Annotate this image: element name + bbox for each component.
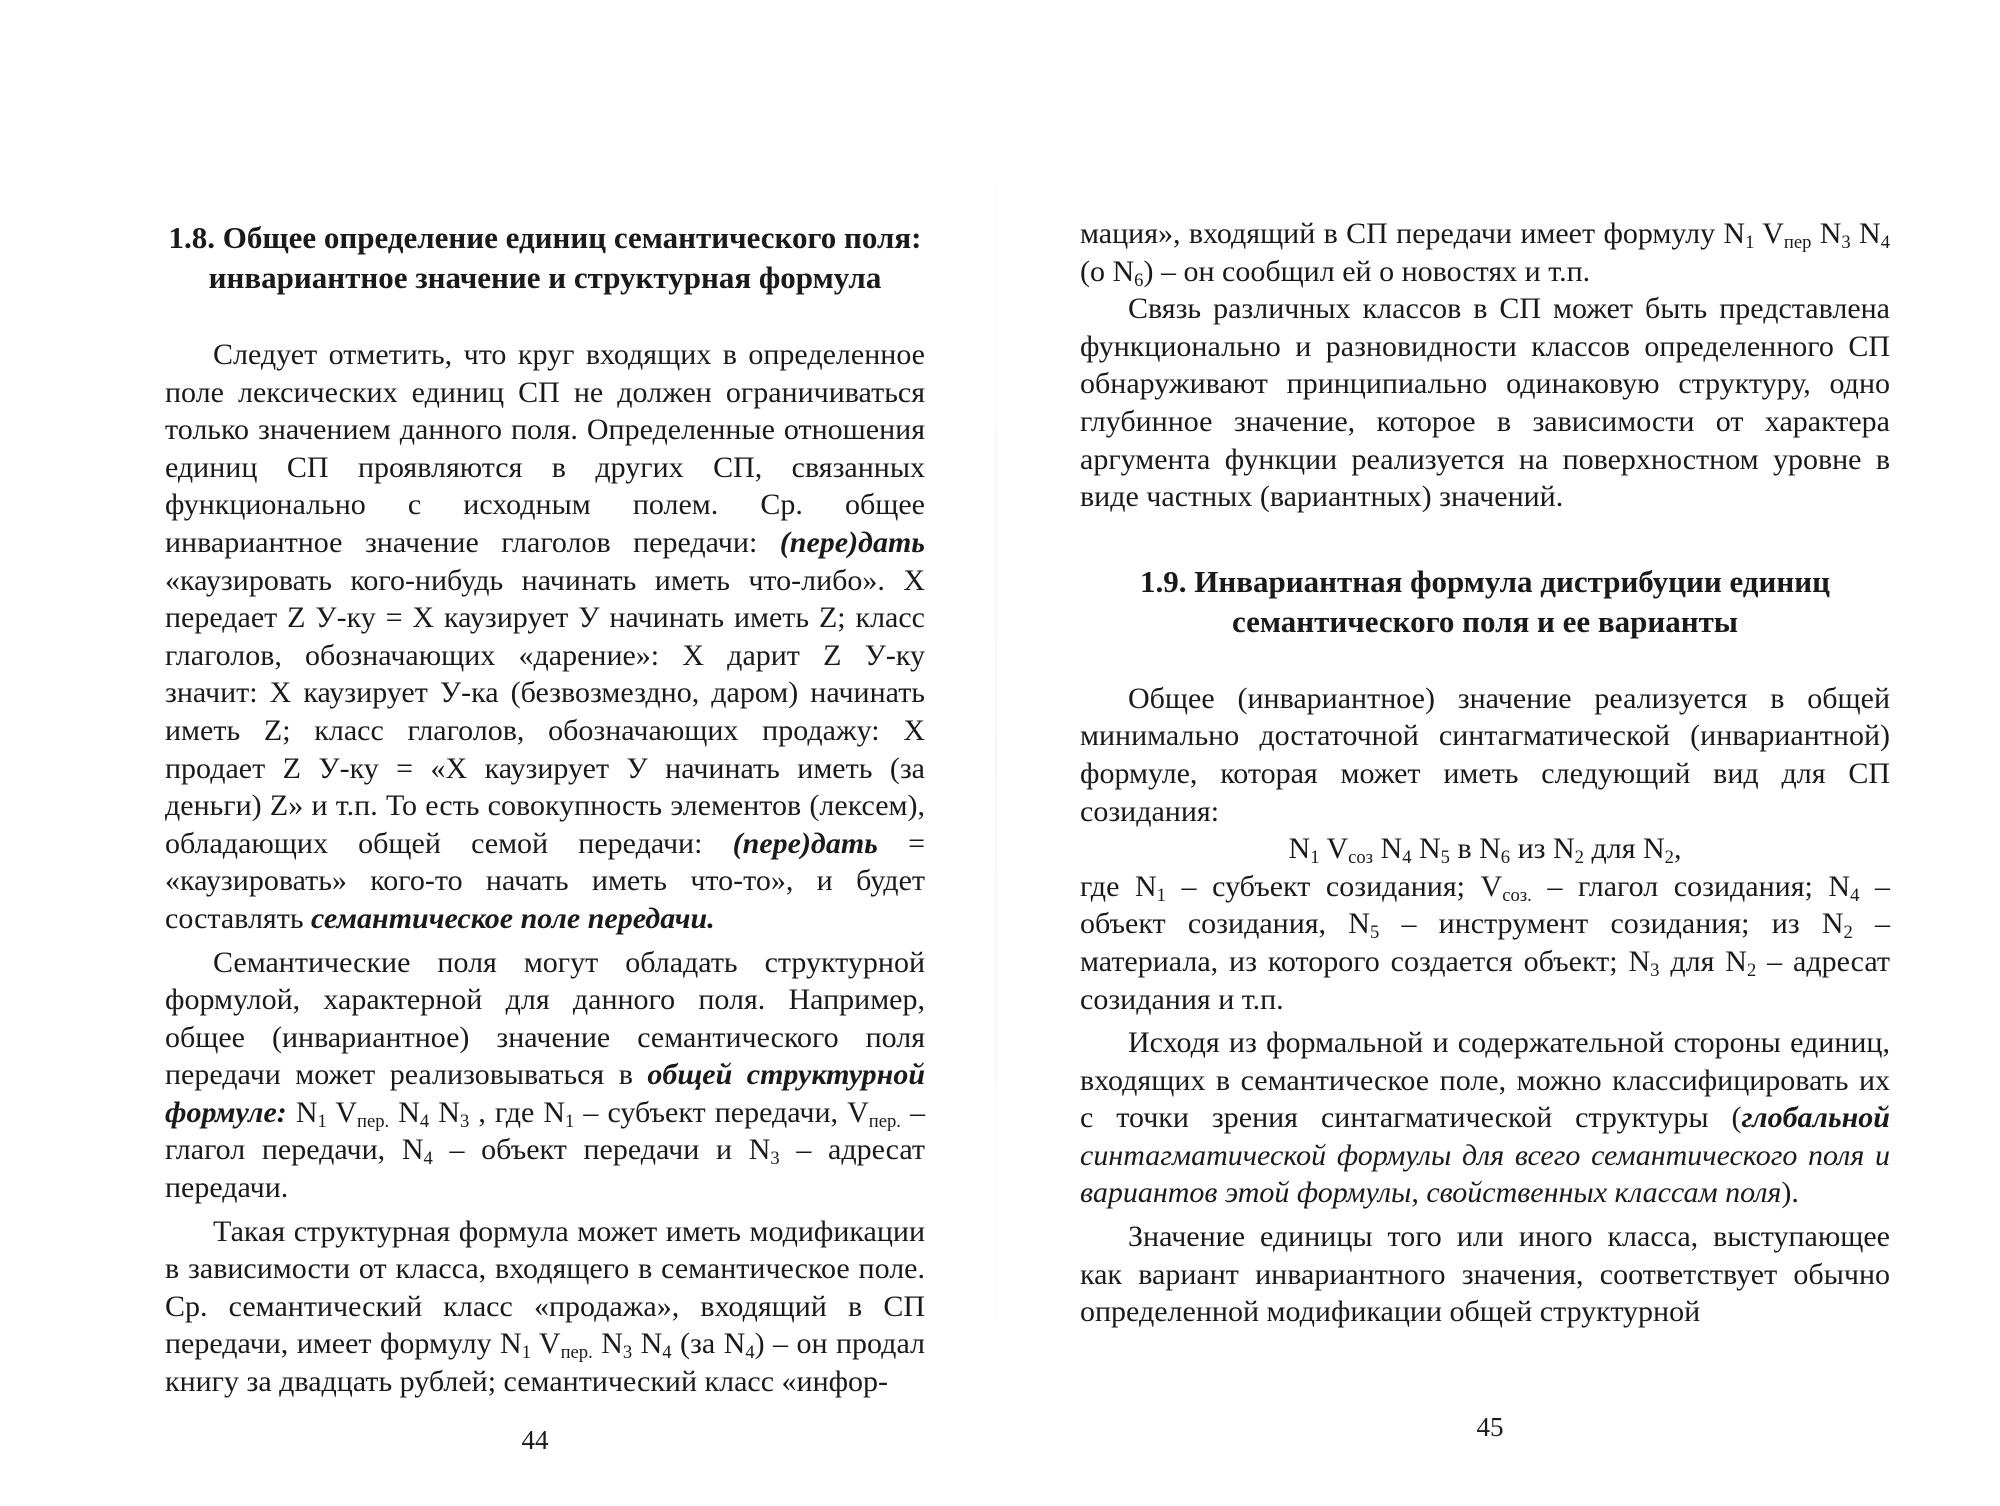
- subscript: 1: [521, 1342, 532, 1364]
- subscript: 3: [622, 1342, 633, 1364]
- formula-term: для N: [1583, 832, 1665, 866]
- emphasis: (пере)дать: [779, 525, 925, 559]
- subscript: 1: [565, 1111, 575, 1133]
- text: ) – он сообщил ей о новостях и т.п.: [1143, 254, 1591, 288]
- formula-term: V: [1319, 832, 1349, 866]
- heading-line: инвариантное значение и структурная формула: [208, 260, 882, 295]
- section-heading-1-8: [165, 218, 925, 298]
- formula-term: в N: [1449, 832, 1501, 866]
- text: = «каузировать» кого-то начать иметь что-то», и будет составлять: [165, 826, 925, 935]
- subscript: 3: [770, 1148, 780, 1170]
- subscript: соз: [1348, 847, 1374, 869]
- text: N: [429, 1095, 460, 1129]
- text: – глагол передачи, N: [165, 1095, 925, 1167]
- heading-line: семантического поля и ее варианты: [1231, 603, 1739, 639]
- subscript: 4: [423, 1148, 433, 1170]
- text: (за N: [671, 1327, 746, 1361]
- paragraph: [1080, 868, 1890, 1018]
- subscript: 5: [1369, 922, 1380, 944]
- formula-term: из N: [1510, 832, 1575, 866]
- subscript: пер.: [357, 1111, 390, 1133]
- subscript: 4: [1850, 884, 1860, 906]
- text: Семантические поля могут обладать структурной формулой, характерной для данного поля. Например, общее (инвариантное) значение семантического поля передачи может реализовываться в: [165, 945, 925, 1092]
- heading-line: 1.9. Инвариантная формула дистрибуции единиц: [1140, 563, 1830, 599]
- paragraph: [1080, 215, 1890, 290]
- page-number: 44: [521, 1425, 549, 1455]
- subscript: пер.: [868, 1111, 901, 1133]
- section-heading-1-9: [1080, 562, 1890, 642]
- subscript: 4: [1402, 847, 1412, 869]
- text: – материала, из которого создается объект; N: [1080, 907, 1890, 978]
- subscript: 2: [1664, 847, 1674, 869]
- paragraph: [1080, 1024, 1890, 1212]
- text: – адресат созидания и т.п.: [1080, 944, 1890, 1016]
- text: V: [531, 1327, 561, 1361]
- text: – инструмент созидания; из N: [1379, 907, 1844, 941]
- subscript: 2: [1746, 960, 1757, 982]
- subscript: 4: [419, 1111, 430, 1133]
- subscript: соз.: [1502, 884, 1532, 906]
- subscript: 3: [459, 1111, 470, 1133]
- left-page: [165, 0, 925, 1506]
- page-fold: [995, 0, 997, 1506]
- subscript: 1: [1310, 847, 1320, 869]
- text: N: [632, 1327, 663, 1361]
- text: Исходя из формальной и содержательной стороны единиц, входящих в семантическое поле, можно классифицировать их с точки зрения синтагматической структуры (: [1080, 1026, 1890, 1135]
- text: Такая структурная формула может иметь модификации в зависимости от класса, входящего в семантическое поле. Ср. семантический класс «продажа», входящий в СП передачи, имеет формулу N: [165, 1214, 925, 1361]
- text: Следует отметить, что круг входящих в определенное поле лексических единиц СП не должен ограничиваться только значением данного поля. Определенные отношения единиц СП проявляются в других СП, связанных функционально с исходным полем. Ср. общее инвариантное значение глаголов передачи:: [165, 338, 925, 559]
- text: N: [1811, 217, 1842, 250]
- page-number: 45: [1476, 1412, 1504, 1442]
- formula-term: N: [1373, 832, 1403, 866]
- subscript: 3: [1650, 960, 1660, 982]
- text: – объект созидания, N: [1080, 869, 1890, 941]
- text: – субъект передачи, V: [574, 1095, 869, 1129]
- text: N: [389, 1095, 420, 1129]
- formula: [1080, 830, 1890, 868]
- subscript: 1: [1745, 232, 1755, 254]
- emphasis: общей структурной формуле:: [165, 1058, 925, 1129]
- subscript: 6: [1134, 269, 1144, 291]
- text: – глагол созидания; N: [1531, 869, 1851, 903]
- right-page-body: [1080, 215, 1890, 1331]
- subscript: 4: [1880, 232, 1891, 254]
- text: мация», входящий в СП передачи имеет формулу N: [1080, 217, 1746, 250]
- text: N: [1850, 217, 1881, 250]
- text: ) – он продал книгу за двадцать рублей; семантический класс «инфор-: [165, 1327, 925, 1399]
- subscript: 1: [1156, 884, 1166, 906]
- text: N: [286, 1095, 318, 1129]
- subscript: пер: [1783, 232, 1812, 254]
- subscript: 4: [745, 1342, 755, 1364]
- paragraph: Значение единицы того или иного класса, выступающее как вариант инвариантного значения, соответствует обычно определенной модификации общей структурной: [1080, 1220, 1890, 1329]
- text: где N: [1080, 869, 1157, 903]
- formula-term: ,: [1673, 832, 1682, 866]
- subscript: 4: [662, 1342, 672, 1364]
- subscript: 2: [1574, 847, 1584, 869]
- text: N: [592, 1327, 623, 1361]
- text: (о N: [1080, 254, 1135, 288]
- subscript: пер.: [560, 1342, 593, 1364]
- text: V: [1754, 217, 1784, 250]
- paragraph: [165, 1213, 925, 1401]
- text: V: [326, 1095, 357, 1129]
- subscript: 2: [1843, 922, 1853, 944]
- emphasis: глобальной: [1741, 1101, 1890, 1135]
- emphasis: (пере)дать: [732, 826, 878, 860]
- subscript: 5: [1440, 847, 1450, 869]
- text: для N: [1659, 944, 1747, 978]
- emphasis: семантическое поле передачи.: [311, 901, 715, 935]
- paragraph: Связь различных классов в СП может быть представлена функционально и разновидности классов определенного СП обнаруживают принципиально одинаковую структуру, одно глубинное значение, которое в зависимости от характера аргумента функции реализуется на поверхностном уровне в виде частных (вариантных) значений.: [1080, 292, 1890, 514]
- subscript: 1: [317, 1111, 327, 1133]
- italic-text: синтагматической формулы для всего семантического поля и вариантов этой формулы, свойственных классам поля: [1080, 1138, 1890, 1210]
- left-page-body: [165, 218, 925, 1401]
- right-page: [1080, 0, 1890, 1506]
- text: , где N: [469, 1095, 566, 1129]
- paragraph: [165, 336, 925, 938]
- text: – адресат передачи.: [165, 1133, 925, 1205]
- subscript: 6: [1500, 847, 1511, 869]
- text: – субъект созидания; V: [1165, 869, 1503, 903]
- paragraph: [165, 944, 925, 1207]
- paragraph: Общее (инвариантное) значение реализуется в общей минимально достаточной синтагматической (инвариантной) формуле, которая может иметь следующий вид для СП созидания:: [1080, 681, 1890, 828]
- subscript: 3: [1841, 232, 1851, 254]
- formula-term: N: [1411, 832, 1441, 866]
- text: ).: [1781, 1176, 1799, 1210]
- text: – объект передачи и N: [432, 1133, 771, 1167]
- heading-line: 1.8. Общее определение единиц семантического поля:: [168, 220, 922, 255]
- text: «каузировать кого-нибудь начинать иметь что-либо». X передает Z У-ку = X каузирует У начинать иметь Z; класс глаголов, обозначающих «дарение»: X дарит Z У-ку значит: X каузирует У-ка (безвозмездно, даром) начинать иметь Z; класс глаголов, обозначающих продажу: X продает Z У-ку = «X каузирует У начинать иметь (за деньги) Z» и т.п. То есть совокупность элементов (лексем), обладающих общей семой передачи:: [165, 563, 925, 860]
- formula-term: N: [1288, 832, 1311, 866]
